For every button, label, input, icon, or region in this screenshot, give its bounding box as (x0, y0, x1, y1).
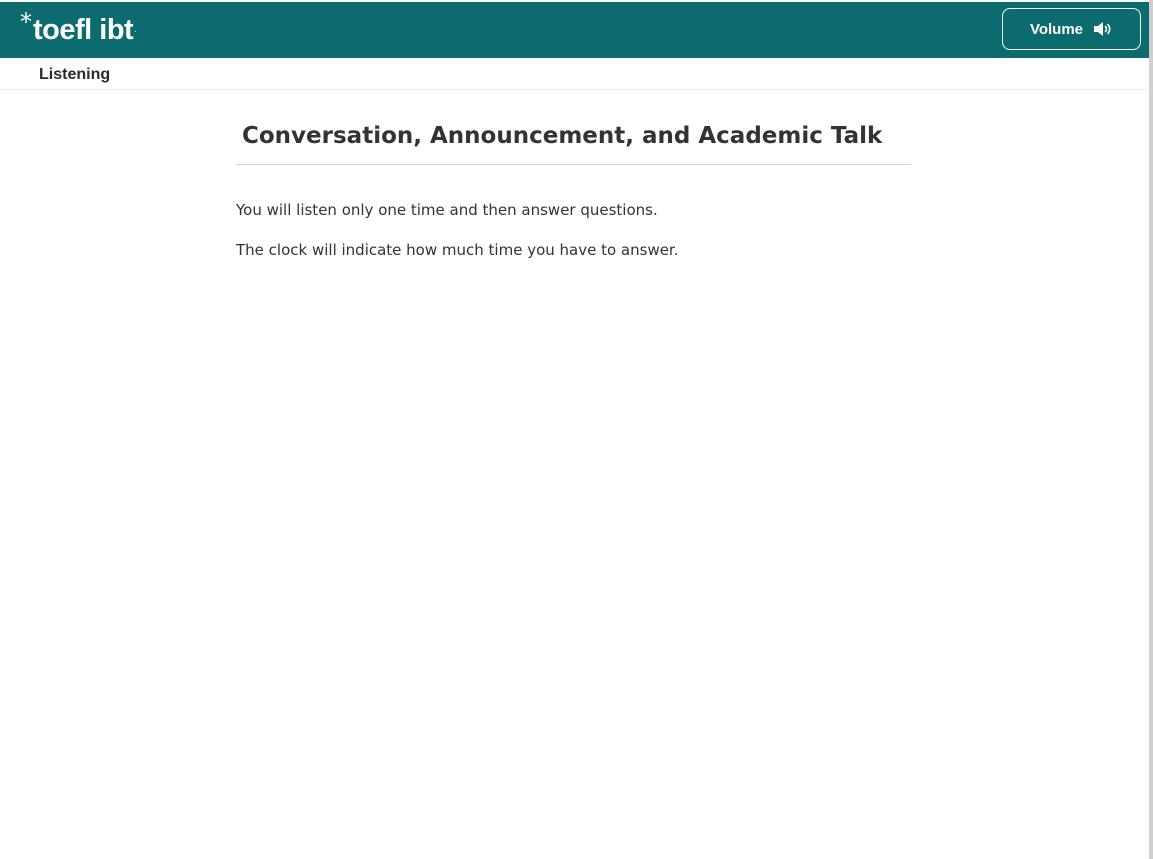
instruction-paragraph: You will listen only one time and then answer questions. (236, 201, 658, 219)
volume-label: Volume (1029, 20, 1084, 38)
instruction-paragraph: The clock will indicate how much time you have to answer. (236, 241, 679, 259)
logo-dot: . (134, 25, 137, 34)
toefl-logo (20, 10, 137, 50)
volume-button[interactable] (1002, 8, 1141, 50)
main-content (236, 118, 911, 260)
section-name: Listening (39, 66, 111, 83)
speaker-icon (1093, 21, 1113, 37)
scrollbar-edge (1149, 0, 1153, 859)
logo-star-icon: * (20, 8, 32, 36)
logo-text: toefl ibt (33, 14, 134, 46)
section-bar (0, 58, 1149, 90)
top-header (0, 2, 1149, 58)
page-title: Conversation, Announcement, and Academic Talk (242, 123, 883, 149)
title-divider (236, 164, 911, 165)
